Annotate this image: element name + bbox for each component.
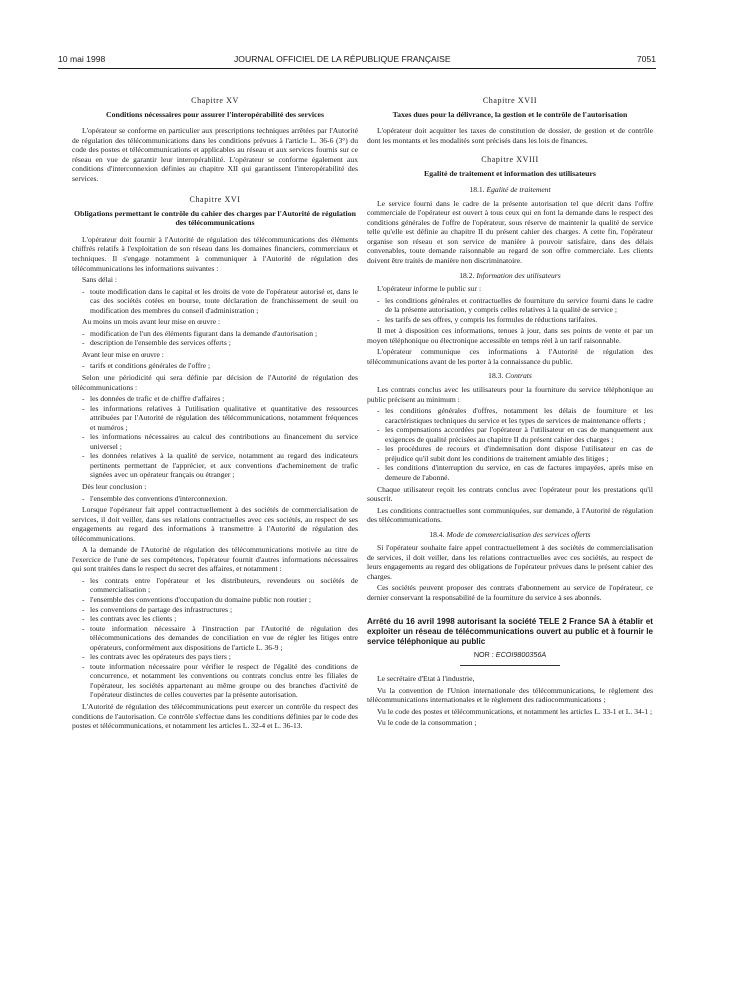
section-number: 18.1. (469, 185, 485, 195)
list-item: - toute information nécessaire à l'instruction par l'Autorité de régulation des télécommunications des demandes de conciliation en vue de régler les litiges entre opérateurs, conformément aux dispositions de l'article L. 36-9 ; (82, 624, 358, 653)
chapter-xviii-title: Egalité de traitement et information des utilisateurs (424, 168, 596, 178)
nor-reference (367, 650, 653, 660)
header-date: 10 mai 1998 (58, 54, 106, 64)
sans-delai-list (72, 287, 358, 316)
avant-list (72, 361, 358, 371)
list-item: - les compensations accordées par l'opérateur à l'utilisateur en cas de manquement aux exigences de qualité précisées au chapitre II du présent cahier des charges ; (377, 425, 653, 444)
section-18-1-paragraph: Le service fourni dans le cadre de la présente autorisation tel que décrit dans l'offre commerciale de l'opérateur est ouvert à tous ceux qui en font la demande dans le respect des conditions générales de l'offre de l'opérateur, sous réserve de maintenir la qualité de service telle qu'elle est définie au chapitre II du présent cahier des charges. A cette fin, l'opérateur organise son réseau et son service de manière à pouvoir satisfaire, dans des délais convenables, toute demande raisonnable au regard de son offre commerciale. Les clients doivent être traités de manière non discriminatoire. (367, 198, 653, 266)
section-18-3-intro: Les contrats conclus avec les utilisateurs pour la fourniture du service téléphonique au public précisent au minimum : (367, 385, 653, 404)
section-number: 18.3. (488, 371, 504, 381)
left-column (72, 96, 358, 733)
arrete-paragraph: Vu le code de la consommation ; (377, 718, 477, 728)
separator-rule (460, 665, 560, 666)
commercialisation-paragraph: Lorsque l'opérateur fait appel contractuellement à des sociétés de commercialisation de services, il doit veiller, dans ses relations contractuelles avec ces sociétés, au respect de ses engagements au regard des informations à transmettre à l'Autorité de régulation des télécommunications. (72, 505, 358, 543)
periodicite-list (72, 394, 358, 480)
running-header (58, 54, 656, 68)
list-item: - les contrats entre l'opérateur et les distributeurs, revendeurs ou sociétés de commercialisation ; (82, 576, 358, 595)
list-item: - les données relatives à la qualité de service, notamment au regard des indicateurs pertinents permettant de l'apprécier, et aux conventions d'acheminement de trafic signées avec un opérateur français ou étranger ; (82, 451, 358, 480)
list-item: - les procédures de recours et d'indemnisation dont dispose l'utilisateur en cas de préjudice qu'il subit dont les conditions de traitement amiable des litiges ; (377, 444, 653, 463)
section-18-2-paragraph: L'opérateur communique ces informations à l'Autorité de régulation des télécommunications avant de les porter à la connaissance du public. (367, 347, 653, 366)
section-title: Information des utilisateurs (476, 270, 561, 280)
section-18-4-paragraph: Si l'opérateur souhaite faire appel contractuellement à des sociétés de commercialisation de services, il doit veiller, dans les relations contractuelles avec ces sociétés, au respect de leurs engagements au regard des obligations de l'opérateur prévues dans le présent cahier des charges. (367, 543, 653, 581)
section-18-3-paragraph: Les conditions contractuelles sont communiquées, sur demande, à l'Autorité de régulation des télécommunications. (367, 505, 653, 525)
list-item: - tarifs et conditions générales de l'offre ; (82, 361, 358, 371)
conclusion-heading: Dès leur conclusion : (82, 482, 147, 491)
list-item: - l'ensemble des conventions d'occupation du domaine public non routier ; (82, 595, 358, 605)
list-item: - toute modification dans le capital et les droits de vote de l'opérateur autorisé et, dans le cas des sociétés cotées en bourse, toute déclaration de franchissement de seuil ou modification des membres du conseil d'administration ; (82, 287, 358, 316)
section-18-3-heading (367, 371, 653, 381)
section-number: 18.2. (459, 270, 475, 280)
section-18-2-intro: L'opérateur informe le public sur : (377, 284, 482, 294)
nor-label: NOR : (473, 649, 494, 659)
un-mois-list (72, 329, 358, 348)
section-18-4-paragraph: Ces sociétés peuvent proposer des contrats d'abonnement au service de l'opérateur, ce dernier conservant la responsabilité de la fourniture du service à ses abonnés. (367, 583, 653, 602)
section-title: Egalité de traitement (486, 185, 551, 195)
arrete-paragraph: Le secrétaire d'Etat à l'industrie, (377, 674, 475, 684)
list-item: - les conventions de partage des infrastructures ; (82, 605, 358, 615)
section-title: Mode de commercialisation des services offerts (446, 529, 591, 539)
chapter-xvii-label: Chapitre XVII (482, 96, 538, 105)
list-item: - description de l'ensemble des services offerts ; (82, 338, 358, 348)
chapter-xvi-label: Chapitre XVI (189, 195, 241, 205)
section-18-4-heading (367, 530, 653, 540)
list-item: - les tarifs de ses offres, y compris les formules de réductions tarifaires. (377, 315, 653, 325)
arrete-paragraph: Vu le code des postes et télécommunications, et notamment les articles L. 33-1 et L. 34-1 ; (377, 706, 653, 716)
list-item: - les conditions générales et contractuelles de fourniture du service fourni dans le cadre de la présente autorisation, y compris celles relatives à la qualité de service ; (377, 296, 653, 315)
chapter-xvi-title: Obligations permettant le contrôle du cahier des charges par l'Autorité de régulation des télécommunications (74, 208, 356, 228)
avant-heading: Avant leur mise en œuvre : (82, 349, 164, 359)
chapter-xvi-intro: L'opérateur doit fournir à l'Autorité de régulation des télécommunications des éléments chiffrés relatifs à l'exploitation de son réseau dans les domaines financiers, commerciaux et techniques. Il s'engage notamment à communiquer à l'Autorité de régulation des télécommunications les informations suivantes : (72, 234, 358, 273)
section-title: Contrats (505, 371, 532, 381)
list-item: - les contrats avec les clients ; (82, 614, 358, 624)
list-item: - les informations nécessaires au calcul des contributions au financement du service universel ; (82, 432, 358, 451)
arrete-title: Arrêté du 16 avril 1998 autorisant la société TELE 2 France SA à établir et exploiter un réseau de télécommunications ouvert au public et à fournir le service téléphonique au public (367, 616, 653, 646)
nor-value: ECOI9800356A (495, 649, 547, 659)
section-18-1-heading (367, 185, 653, 195)
journal-title: JOURNAL OFFICIEL DE LA RÉPUBLIQUE FRANÇAISE (234, 54, 451, 64)
list-item: - les contrats avec les opérateurs des pays tiers ; (82, 652, 358, 662)
arrete-paragraph: Vu la convention de l'Union internationale des télécommunications, le règlement des télécommunications internationales et le règlement des radiocommunications ; (367, 685, 653, 705)
demande-list (72, 576, 358, 700)
sans-delai-heading: Sans délai : (82, 275, 118, 285)
chapter-xv-paragraph: L'opérateur se conforme en particulier aux prescriptions techniques arrêtées par l'Autorité de régulation des télécommunications dans les conditions prévues à l'article L. 36-6 (3°) du code des postes et télécommunications et applicables au réseau et aux services fournis sur ce réseau en vue de garantir leur interopérabilité. L'opérateur se conforme également aux conditions d'interconnexion définies au chapitre XII qui garantissent l'interopérabilité des services. (72, 126, 358, 183)
controle-paragraph: L'Autorité de régulation des télécommunications peut exercer un contrôle du respect des conditions de l'autorisation. Ce contrôle s'effectue dans les conditions définies par le code des postes et télécommunications, et notamment les articles L. 32-4 et L. 36-13. (72, 702, 358, 731)
list-item: - les données de trafic et de chiffre d'affaires ; (82, 394, 358, 404)
list-item: - les informations relatives à l'utilisation qualitative et quantitative des ressources attribuées par l'Autorité de régulation des télécommunications, notamment fréquences et numéros ; (82, 404, 358, 433)
section-18-2-paragraph: Il met à disposition ces informations, tenues à jour, dans ses points de vente et par un moyen téléphonique ou électronique accessible en temps réel à un tarif raisonnable. (367, 326, 653, 345)
chapter-xv-title: Conditions nécessaires pour assurer l'interopérabilité des services (105, 109, 325, 119)
right-column (367, 96, 653, 730)
list-item: - les conditions générales d'offres, notamment les délais de fourniture et les caractéristiques techniques du service et les types de services de maintenance offerts ; (377, 406, 653, 425)
un-mois-heading: Au moins un mois avant leur mise en œuvre : (82, 317, 221, 327)
demande-paragraph: A la demande de l'Autorité de régulation des télécommunications motivée au titre de l'exercice de l'une de ses compétences, l'opérateur fournit d'autres informations nécessaires qui sont traitées dans le respect du secret des affaires, et notamment : (72, 545, 358, 574)
list-item: - l'ensemble des conventions d'interconnexion. (82, 494, 358, 504)
chapter-xv-label: Chapitre XV (191, 96, 239, 105)
periodicite-heading: Selon une périodicité qui sera définie par décision de l'Autorité de régulation des télécommunications : (72, 372, 358, 392)
chapter-xviii-label: Chapitre XVIII (481, 155, 539, 165)
list-item: - les conditions d'interruption du service, en cas de factures impayées, après mise en demeure de l'abonné. (377, 463, 653, 482)
section-number: 18.4. (429, 529, 445, 539)
section-18-2-list (367, 296, 653, 325)
section-18-3-list (367, 406, 653, 482)
header-rule (58, 68, 656, 69)
list-item: - modification de l'un des éléments figurant dans la demande d'autorisation ; (82, 329, 358, 339)
section-18-2-heading (367, 271, 653, 281)
list-item: - toute information nécessaire pour vérifier le respect de l'égalité des conditions de concurrence, et notamment les conventions ou contrats conclus entre les filiales de l'opérateur, les sociétés appartenant au même groupe ou des branches d'activité de l'opérateur distinctes de celles couvertes par la présente autorisation. (82, 662, 358, 700)
section-18-3-paragraph: Chaque utilisateur reçoit les contrats conclus avec l'opérateur pour les prestations qu'il souscrit. (367, 484, 653, 504)
conclusion-list (72, 494, 358, 504)
chapter-xvii-paragraph: L'opérateur doit acquitter les taxes de constitution de dossier, de gestion et de contrôle dont les montants et les modalités sont précisés dans les lois de finances. (367, 126, 653, 145)
page-number: 7051 (636, 54, 656, 64)
chapter-xvii-title: Taxes dues pour la délivrance, la gestion et le contrôle de l'autorisation (392, 109, 628, 119)
